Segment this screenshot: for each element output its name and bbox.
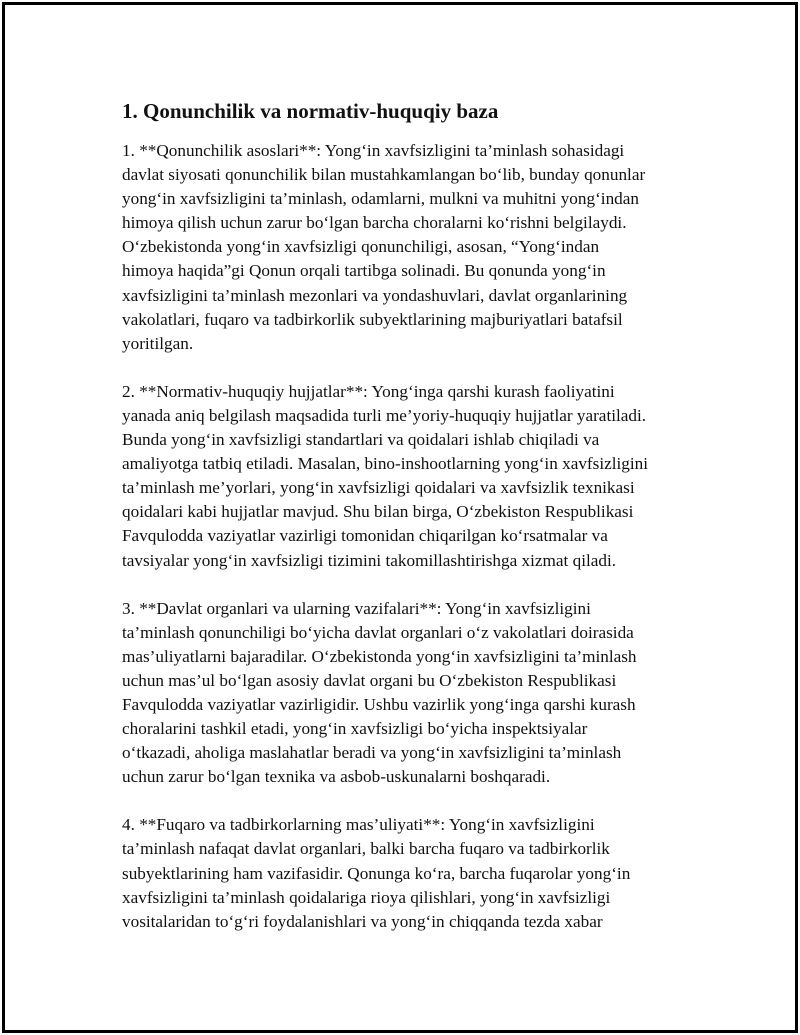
text-line: 2. **Normativ-huquqiy hujjatlar**: Yong‘inga qarshi kurash faoliyatini: [122, 381, 615, 401]
paragraph-legislation-basis: [122, 139, 697, 356]
text-line: uchun zarur bo‘lgan texnika va asbob-uskunalarni boshqaradi.: [122, 767, 551, 787]
text-line: o‘tkazadi, aholiga maslahatlar beradi va yong‘in xavfsizligini ta’minlash: [122, 743, 622, 763]
text-line: ta’minlash qonunchiligi bo‘yicha davlat organlari o‘z vakolatlari doirasida: [122, 622, 634, 642]
text-line: Favqulodda vaziyatlar vazirligidir. Ushbu vazirlik yong‘inga qarshi kurash: [122, 694, 636, 714]
document-content: [122, 97, 697, 958]
text-line: davlat siyosati qonunchilik bilan mustahkamlangan bo‘lib, bunday qonunlar: [122, 165, 646, 185]
text-line: himoya qilish uchun zarur bo‘lgan barcha choralarni ko‘rishni belgilaydi.: [122, 213, 627, 233]
text-line: O‘zbekistonda yong‘in xavfsizligi qonunchiligi, asosan, “Yong‘indan: [122, 237, 600, 257]
text-line: subyektlarining ham vazifasidir. Qonunga ko‘ra, barcha fuqarolar yong‘in: [122, 863, 631, 883]
text-line: yong‘in xavfsizligini ta’minlash, odamlarni, mulkni va muhitni yong‘indan: [122, 189, 639, 209]
text-line: ta’minlash me’yorlari, yong‘in xavfsizligi qoidalari va xavfsizlik texnikasi: [122, 478, 635, 498]
text-line: mas’uliyatlarni bajaradilar. O‘zbekistonda yong‘in xavfsizligini ta’minlash: [122, 646, 637, 666]
text-line: vositalaridan to‘g‘ri foydalanishlari va yong‘in chiqqanda tezda xabar: [122, 911, 603, 931]
text-line: yanada aniq belgilash maqsadida turli me’yoriy-huquqiy hujjatlar yaratiladi.: [122, 405, 647, 425]
text-line: xavfsizligini ta’minlash mezonlari va yondashuvlari, davlat organlarining: [122, 285, 628, 305]
section-heading: 1. Qonunchilik va normativ-huquqiy baza: [122, 99, 499, 123]
text-line: ta’minlash nafaqat davlat organlari, balki barcha fuqaro va tadbirkorlik: [122, 839, 610, 859]
text-line: 1. **Qonunchilik asoslari**: Yong‘in xavfsizligini ta’minlash sohasidagi: [122, 141, 625, 160]
text-line: 4. **Fuqaro va tadbirkorlarning mas’uliyati**: Yong‘in xavfsizligini: [122, 815, 595, 835]
paragraph-normative-documents: [122, 380, 697, 573]
paragraph-state-bodies: [122, 597, 697, 790]
text-line: Favqulodda vaziyatlar vazirligi tomonidan chiqarilgan ko‘rsatmalar va: [122, 526, 608, 546]
text-line: xavfsizligini ta’minlash qoidalariga rioya qilishlari, yong‘in xavfsizligi: [122, 887, 611, 907]
text-line: Bunda yong‘in xavfsizligi standartlari va qoidalari ishlab chiqiladi va: [122, 430, 600, 450]
text-line: vakolatlari, fuqaro va tadbirkorlik subyektlarining majburiyatlari batafsil: [122, 309, 623, 329]
text-line: yoritilgan.: [122, 333, 194, 353]
paragraph-citizen-responsibility: [122, 813, 697, 933]
text-line: amaliyotga tatbiq etiladi. Masalan, bino-inshootlarning yong‘in xavfsizligini: [122, 454, 649, 474]
text-line: himoya haqida”gi Qonun orqali tartibga solinadi. Bu qonunda yong‘in: [122, 261, 606, 281]
text-line: 3. **Davlat organlari va ularning vazifalari**: Yong‘in xavfsizligini: [122, 598, 591, 618]
text-line: qoidalari kabi hujjatlar mavjud. Shu bilan birga, O‘zbekiston Respublikasi: [122, 502, 634, 522]
text-line: choralarini tashkil etadi, yong‘in xavfsizligi bo‘yicha inspektsiyalar: [122, 719, 588, 739]
page-frame: [2, 2, 798, 1033]
text-line: tavsiyalar yong‘in xavfsizligi tizimini takomillashtirishga xizmat qiladi.: [122, 550, 617, 570]
text-line: uchun mas’ul bo‘lgan asosiy davlat organi bu O‘zbekiston Respublikasi: [122, 670, 617, 690]
